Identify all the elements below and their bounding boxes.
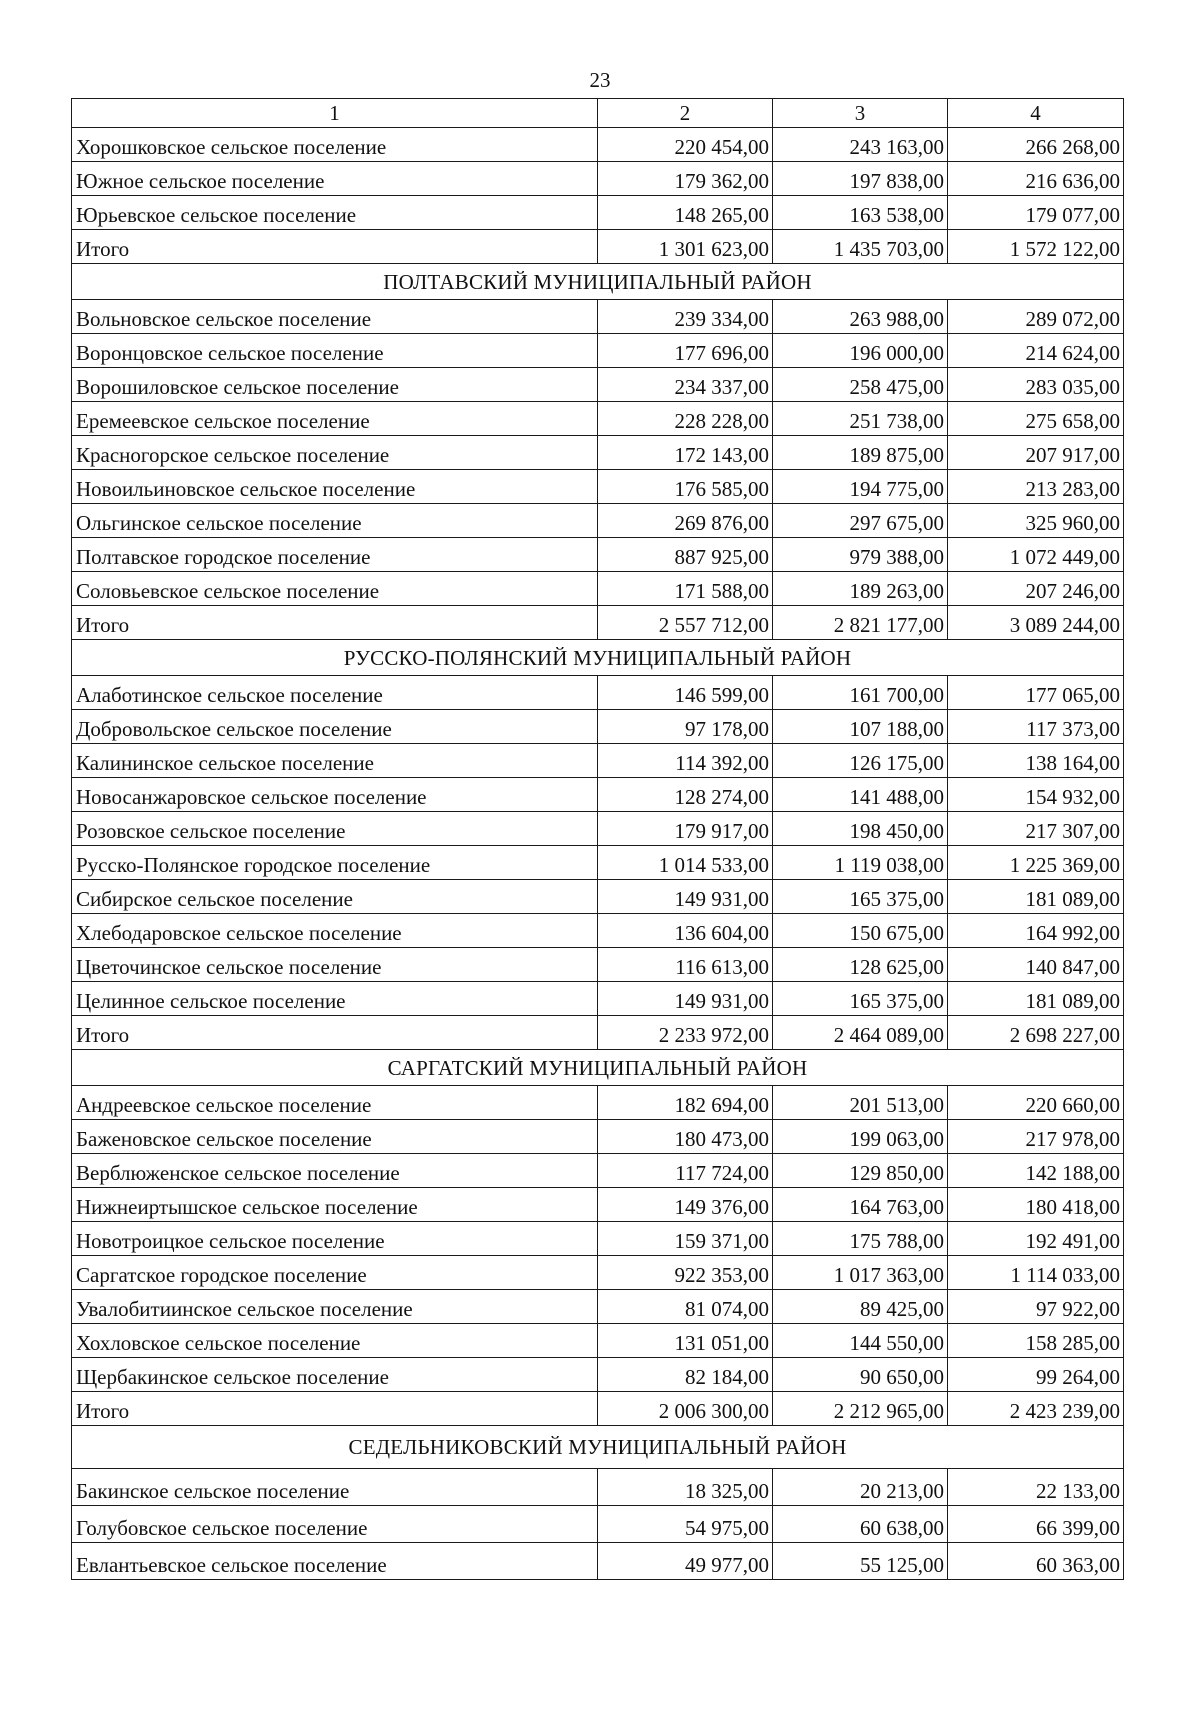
settlement-name: Нижнеиртышское сельское поселение xyxy=(72,1188,598,1222)
value-col-4: 138 164,00 xyxy=(948,744,1124,778)
settlement-name: Вольновское сельское поселение xyxy=(72,300,598,334)
table-row xyxy=(72,1324,1124,1358)
value-col-3: 1 119 038,00 xyxy=(773,846,948,880)
value-col-3: 60 638,00 xyxy=(773,1506,948,1543)
value-col-3: 55 125,00 xyxy=(773,1543,948,1580)
settlement-name: Хлебодаровское сельское поселение xyxy=(72,914,598,948)
settlement-name: Добровольское сельское поселение xyxy=(72,710,598,744)
table-row xyxy=(72,1256,1124,1290)
value-col-3: 144 550,00 xyxy=(773,1324,948,1358)
value-col-2: 54 975,00 xyxy=(598,1506,773,1543)
value-col-3: 2 821 177,00 xyxy=(773,606,948,640)
value-col-3: 2 464 089,00 xyxy=(773,1016,948,1050)
value-col-3: 90 650,00 xyxy=(773,1358,948,1392)
value-col-4: 158 285,00 xyxy=(948,1324,1124,1358)
settlement-name: Сибирское сельское поселение xyxy=(72,880,598,914)
value-col-4: 117 373,00 xyxy=(948,710,1124,744)
value-col-2: 128 274,00 xyxy=(598,778,773,812)
column-header: 3 xyxy=(773,99,948,128)
value-col-2: 149 931,00 xyxy=(598,880,773,914)
value-col-2: 171 588,00 xyxy=(598,572,773,606)
value-col-2: 149 376,00 xyxy=(598,1188,773,1222)
settlement-name: Цветочинское сельское поселение xyxy=(72,948,598,982)
value-col-3: 150 675,00 xyxy=(773,914,948,948)
settlement-name: Итого xyxy=(72,230,598,264)
value-col-3: 165 375,00 xyxy=(773,880,948,914)
table-row xyxy=(72,470,1124,504)
value-col-4: 217 307,00 xyxy=(948,812,1124,846)
value-col-4: 181 089,00 xyxy=(948,982,1124,1016)
district-header-row xyxy=(72,1050,1124,1086)
table-row xyxy=(72,846,1124,880)
value-col-2: 136 604,00 xyxy=(598,914,773,948)
district-name: ПОЛТАВСКИЙ МУНИЦИПАЛЬНЫЙ РАЙОН xyxy=(72,264,1124,300)
settlement-name: Голубовское сельское поселение xyxy=(72,1506,598,1543)
value-col-2: 887 925,00 xyxy=(598,538,773,572)
column-header: 4 xyxy=(948,99,1124,128)
district-header-row xyxy=(72,264,1124,300)
value-col-3: 979 388,00 xyxy=(773,538,948,572)
table-row xyxy=(72,778,1124,812)
value-col-2: 149 931,00 xyxy=(598,982,773,1016)
table-row xyxy=(72,1506,1124,1543)
value-col-2: 180 473,00 xyxy=(598,1120,773,1154)
value-col-3: 163 538,00 xyxy=(773,196,948,230)
value-col-4: 207 246,00 xyxy=(948,572,1124,606)
table-row xyxy=(72,504,1124,538)
settlement-name: Калининское сельское поселение xyxy=(72,744,598,778)
value-col-3: 251 738,00 xyxy=(773,402,948,436)
value-col-2: 922 353,00 xyxy=(598,1256,773,1290)
district-name: САРГАТСКИЙ МУНИЦИПАЛЬНЫЙ РАЙОН xyxy=(72,1050,1124,1086)
value-col-2: 2 557 712,00 xyxy=(598,606,773,640)
value-col-4: 214 624,00 xyxy=(948,334,1124,368)
district-name: СЕДЕЛЬНИКОВСКИЙ МУНИЦИПАЛЬНЫЙ РАЙОН xyxy=(72,1426,1124,1469)
settlement-name: Соловьевское сельское поселение xyxy=(72,572,598,606)
value-col-4: 99 264,00 xyxy=(948,1358,1124,1392)
value-col-3: 20 213,00 xyxy=(773,1469,948,1506)
value-col-4: 283 035,00 xyxy=(948,368,1124,402)
page-number: 23 xyxy=(589,68,611,92)
table-row xyxy=(72,572,1124,606)
settlement-name: Южное сельское поселение xyxy=(72,162,598,196)
settlement-name: Баженовское сельское поселение xyxy=(72,1120,598,1154)
settlement-name: Еремеевское сельское поселение xyxy=(72,402,598,436)
table-row xyxy=(72,710,1124,744)
value-col-3: 141 488,00 xyxy=(773,778,948,812)
value-col-3: 129 850,00 xyxy=(773,1154,948,1188)
settlement-name: Полтавское городское поселение xyxy=(72,538,598,572)
value-col-2: 1 014 533,00 xyxy=(598,846,773,880)
column-header: 1 xyxy=(72,99,598,128)
settlement-name: Красногорское сельское поселение xyxy=(72,436,598,470)
value-col-2: 2 233 972,00 xyxy=(598,1016,773,1050)
settlement-name: Новотроицкое сельское поселение xyxy=(72,1222,598,1256)
value-col-2: 159 371,00 xyxy=(598,1222,773,1256)
value-col-2: 179 917,00 xyxy=(598,812,773,846)
value-col-2: 18 325,00 xyxy=(598,1469,773,1506)
settlement-name: Русско-Полянское городское поселение xyxy=(72,846,598,880)
value-col-4: 180 418,00 xyxy=(948,1188,1124,1222)
total-row xyxy=(72,606,1124,640)
settlements-table xyxy=(71,98,1124,1580)
district-header-row xyxy=(72,1426,1124,1469)
table-row xyxy=(72,982,1124,1016)
settlement-name: Саргатское городское поселение xyxy=(72,1256,598,1290)
value-col-3: 196 000,00 xyxy=(773,334,948,368)
value-col-4: 325 960,00 xyxy=(948,504,1124,538)
value-col-3: 258 475,00 xyxy=(773,368,948,402)
district-header-row xyxy=(72,640,1124,676)
table-row xyxy=(72,1222,1124,1256)
table-row xyxy=(72,1154,1124,1188)
value-col-4: 164 992,00 xyxy=(948,914,1124,948)
district-name: РУССКО-ПОЛЯНСКИЙ МУНИЦИПАЛЬНЫЙ РАЙОН xyxy=(72,640,1124,676)
settlement-name: Хохловское сельское поселение xyxy=(72,1324,598,1358)
value-col-2: 81 074,00 xyxy=(598,1290,773,1324)
table-row xyxy=(72,368,1124,402)
value-col-2: 114 392,00 xyxy=(598,744,773,778)
value-col-2: 82 184,00 xyxy=(598,1358,773,1392)
value-col-3: 165 375,00 xyxy=(773,982,948,1016)
table-row xyxy=(72,812,1124,846)
table-row xyxy=(72,1469,1124,1506)
value-col-4: 220 660,00 xyxy=(948,1086,1124,1120)
value-col-2: 182 694,00 xyxy=(598,1086,773,1120)
value-col-2: 234 337,00 xyxy=(598,368,773,402)
value-col-3: 189 263,00 xyxy=(773,572,948,606)
value-col-4: 154 932,00 xyxy=(948,778,1124,812)
value-col-2: 228 228,00 xyxy=(598,402,773,436)
value-col-4: 217 978,00 xyxy=(948,1120,1124,1154)
value-col-2: 239 334,00 xyxy=(598,300,773,334)
table-row xyxy=(72,948,1124,982)
total-row xyxy=(72,230,1124,264)
value-col-3: 199 063,00 xyxy=(773,1120,948,1154)
value-col-2: 117 724,00 xyxy=(598,1154,773,1188)
table-row xyxy=(72,744,1124,778)
value-col-4: 3 089 244,00 xyxy=(948,606,1124,640)
value-col-2: 1 301 623,00 xyxy=(598,230,773,264)
value-col-2: 176 585,00 xyxy=(598,470,773,504)
settlement-name: Воронцовское сельское поселение xyxy=(72,334,598,368)
table-row xyxy=(72,196,1124,230)
value-col-2: 172 143,00 xyxy=(598,436,773,470)
value-col-3: 243 163,00 xyxy=(773,128,948,162)
value-col-3: 189 875,00 xyxy=(773,436,948,470)
table-row xyxy=(72,128,1124,162)
value-col-3: 1 435 703,00 xyxy=(773,230,948,264)
value-col-4: 1 114 033,00 xyxy=(948,1256,1124,1290)
column-number-header-row xyxy=(72,99,1124,128)
table-row xyxy=(72,538,1124,572)
value-col-2: 116 613,00 xyxy=(598,948,773,982)
table-row xyxy=(72,402,1124,436)
total-row xyxy=(72,1392,1124,1426)
value-col-4: 97 922,00 xyxy=(948,1290,1124,1324)
column-header: 2 xyxy=(598,99,773,128)
value-col-4: 192 491,00 xyxy=(948,1222,1124,1256)
value-col-2: 220 454,00 xyxy=(598,128,773,162)
table-row xyxy=(72,1290,1124,1324)
value-col-4: 1 072 449,00 xyxy=(948,538,1124,572)
value-col-3: 297 675,00 xyxy=(773,504,948,538)
value-col-4: 213 283,00 xyxy=(948,470,1124,504)
settlement-name: Евлантьевское сельское поселение xyxy=(72,1543,598,1580)
table-row xyxy=(72,300,1124,334)
value-col-4: 2 423 239,00 xyxy=(948,1392,1124,1426)
value-col-4: 140 847,00 xyxy=(948,948,1124,982)
table-body xyxy=(72,99,1124,1580)
value-col-4: 66 399,00 xyxy=(948,1506,1124,1543)
table-row xyxy=(72,914,1124,948)
settlement-name: Новоильиновское сельское поселение xyxy=(72,470,598,504)
settlement-name: Ольгинское сельское поселение xyxy=(72,504,598,538)
settlement-name: Ворошиловское сельское поселение xyxy=(72,368,598,402)
settlement-name: Алаботинское сельское поселение xyxy=(72,676,598,710)
settlement-name: Итого xyxy=(72,1392,598,1426)
table-row xyxy=(72,334,1124,368)
value-col-4: 1 225 369,00 xyxy=(948,846,1124,880)
settlement-name: Андреевское сельское поселение xyxy=(72,1086,598,1120)
value-col-3: 175 788,00 xyxy=(773,1222,948,1256)
table-row xyxy=(72,676,1124,710)
value-col-4: 275 658,00 xyxy=(948,402,1124,436)
value-col-4: 60 363,00 xyxy=(948,1543,1124,1580)
table-row xyxy=(72,1543,1124,1580)
value-col-3: 198 450,00 xyxy=(773,812,948,846)
table-row xyxy=(72,162,1124,196)
value-col-3: 107 188,00 xyxy=(773,710,948,744)
total-row xyxy=(72,1016,1124,1050)
value-col-3: 194 775,00 xyxy=(773,470,948,504)
value-col-3: 263 988,00 xyxy=(773,300,948,334)
settlement-name: Бакинское сельское поселение xyxy=(72,1469,598,1506)
value-col-4: 2 698 227,00 xyxy=(948,1016,1124,1050)
table-row xyxy=(72,1188,1124,1222)
settlement-name: Хорошковское сельское поселение xyxy=(72,128,598,162)
table-row xyxy=(72,1086,1124,1120)
settlement-name: Увалобитиинское сельское поселение xyxy=(72,1290,598,1324)
value-col-3: 161 700,00 xyxy=(773,676,948,710)
settlement-name: Верблюженское сельское поселение xyxy=(72,1154,598,1188)
value-col-2: 97 178,00 xyxy=(598,710,773,744)
value-col-3: 197 838,00 xyxy=(773,162,948,196)
value-col-4: 207 917,00 xyxy=(948,436,1124,470)
settlement-name: Итого xyxy=(72,1016,598,1050)
value-col-4: 177 065,00 xyxy=(948,676,1124,710)
value-col-4: 181 089,00 xyxy=(948,880,1124,914)
value-col-4: 22 133,00 xyxy=(948,1469,1124,1506)
value-col-4: 289 072,00 xyxy=(948,300,1124,334)
value-col-2: 179 362,00 xyxy=(598,162,773,196)
value-col-3: 1 017 363,00 xyxy=(773,1256,948,1290)
value-col-2: 131 051,00 xyxy=(598,1324,773,1358)
value-col-2: 177 696,00 xyxy=(598,334,773,368)
table-row xyxy=(72,436,1124,470)
settlement-name: Новосанжаровское сельское поселение xyxy=(72,778,598,812)
value-col-4: 266 268,00 xyxy=(948,128,1124,162)
value-col-3: 164 763,00 xyxy=(773,1188,948,1222)
settlement-name: Целинное сельское поселение xyxy=(72,982,598,1016)
value-col-3: 201 513,00 xyxy=(773,1086,948,1120)
value-col-4: 216 636,00 xyxy=(948,162,1124,196)
settlement-name: Юрьевское сельское поселение xyxy=(72,196,598,230)
table-row xyxy=(72,880,1124,914)
value-col-4: 179 077,00 xyxy=(948,196,1124,230)
settlement-name: Розовское сельское поселение xyxy=(72,812,598,846)
table-row xyxy=(72,1120,1124,1154)
value-col-3: 89 425,00 xyxy=(773,1290,948,1324)
value-col-2: 146 599,00 xyxy=(598,676,773,710)
value-col-2: 148 265,00 xyxy=(598,196,773,230)
settlement-name: Итого xyxy=(72,606,598,640)
value-col-4: 142 188,00 xyxy=(948,1154,1124,1188)
value-col-3: 128 625,00 xyxy=(773,948,948,982)
value-col-2: 2 006 300,00 xyxy=(598,1392,773,1426)
table-row xyxy=(72,1358,1124,1392)
value-col-3: 2 212 965,00 xyxy=(773,1392,948,1426)
value-col-2: 269 876,00 xyxy=(598,504,773,538)
value-col-4: 1 572 122,00 xyxy=(948,230,1124,264)
value-col-3: 126 175,00 xyxy=(773,744,948,778)
value-col-2: 49 977,00 xyxy=(598,1543,773,1580)
settlement-name: Щербакинское сельское поселение xyxy=(72,1358,598,1392)
